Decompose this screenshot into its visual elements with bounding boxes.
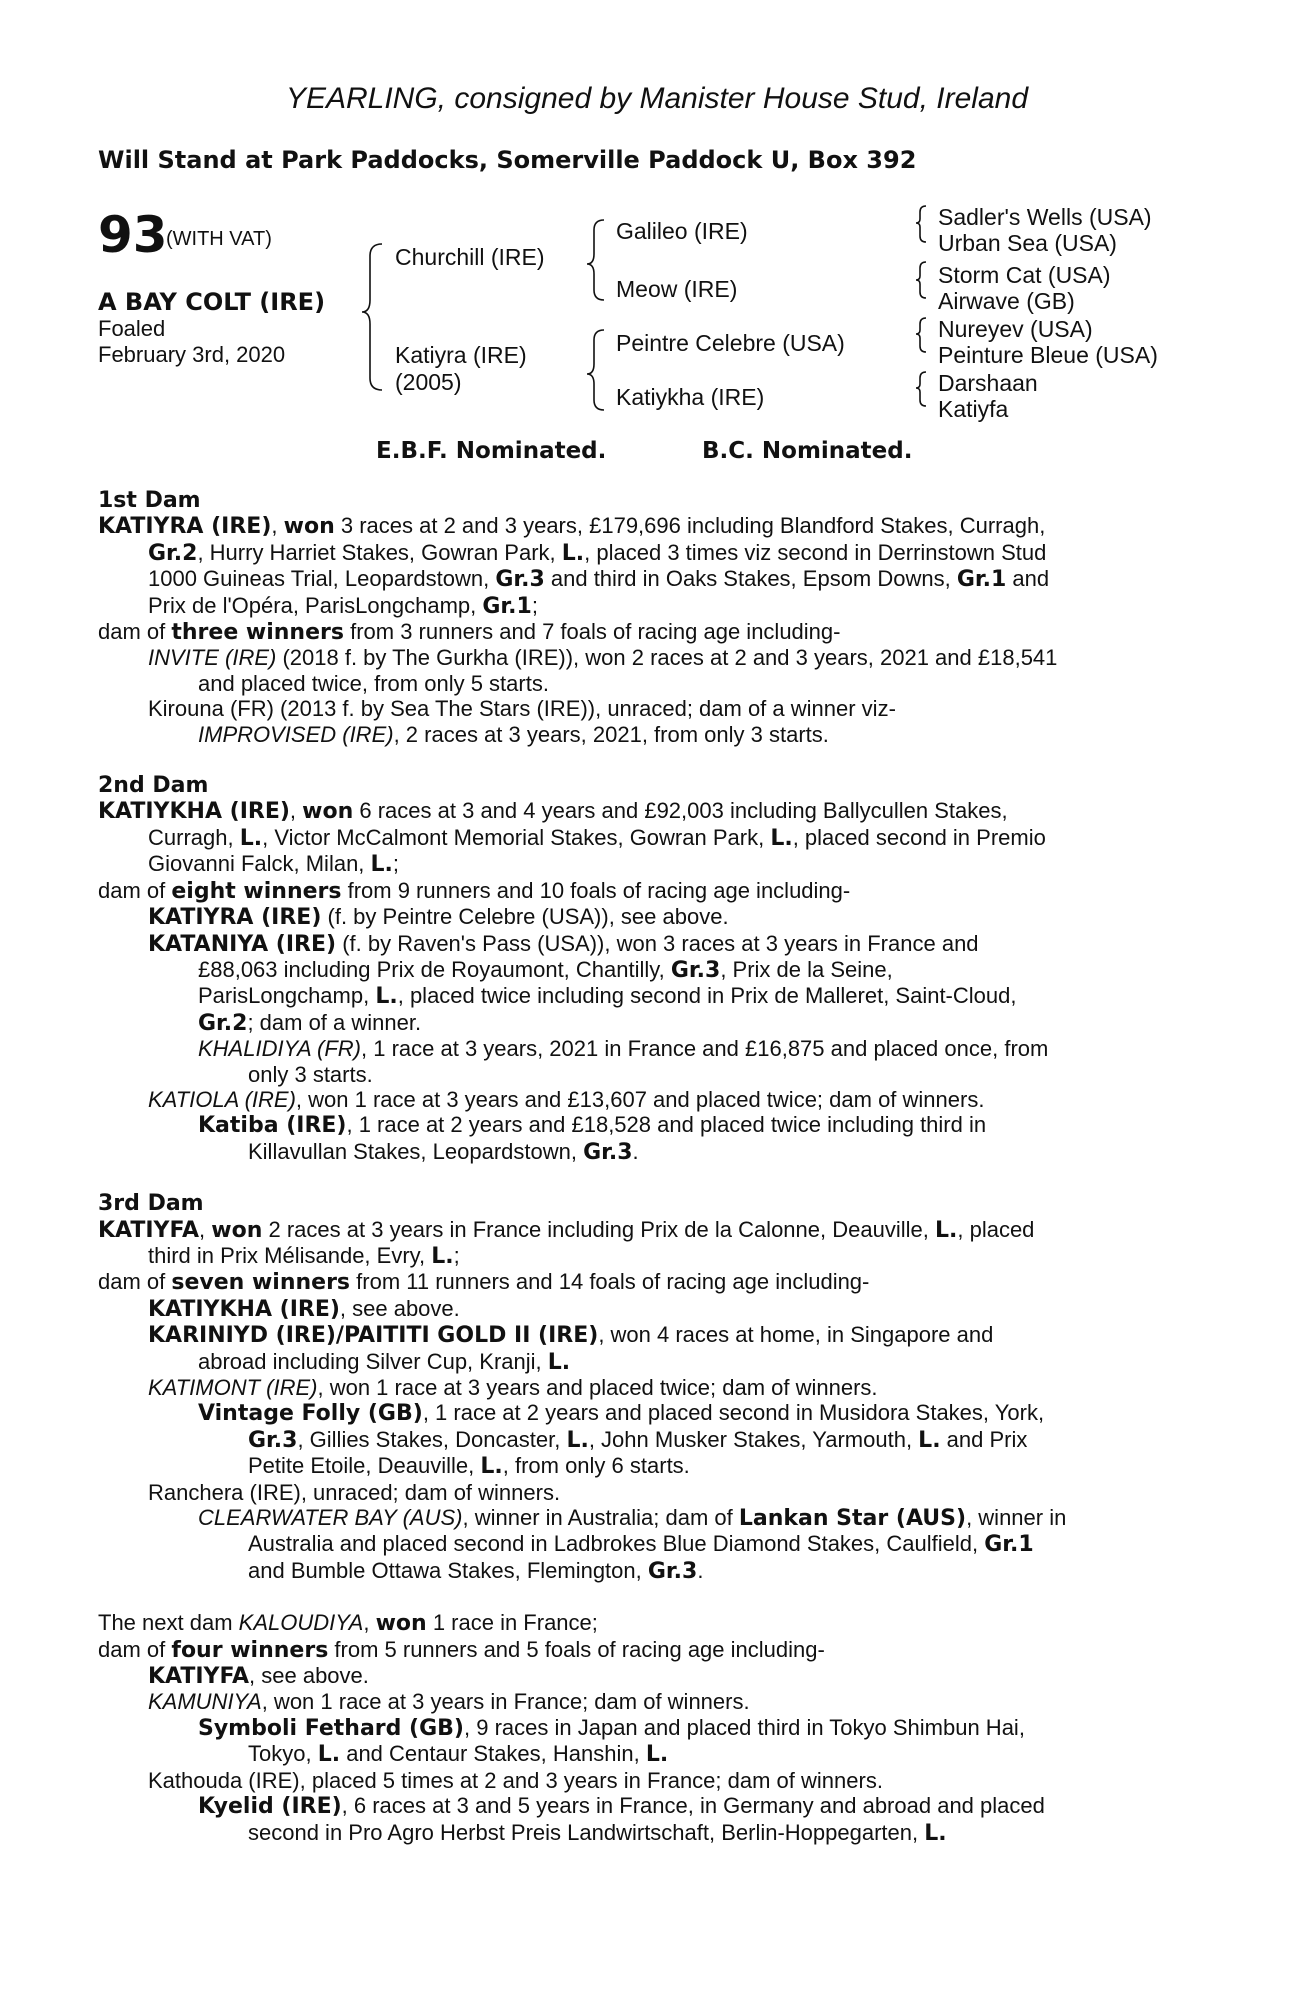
dam2-entry-khalidiya: KHALIDIYA (FR), 1 race at 3 years, 2021 in France and £16,875 and placed once, from: [198, 1036, 1049, 1062]
dam3-entry-ranchera: Ranchera (IRE), unraced; dam of winners.: [148, 1479, 561, 1505]
pedigree-g6: Peinture Bleue (USA): [938, 342, 1158, 368]
dam1-text1: 3 races at 2 and 3 years, £179,696 including Blandford Stakes, Curragh,: [340, 513, 1046, 539]
listed-mark: L.: [561, 540, 585, 566]
pedigree-g4: Airwave (GB): [938, 288, 1075, 314]
lot-number-value: 93: [98, 206, 168, 264]
dam2-entry-katiba-cont: Killavullan Stakes, Leopardstown, Gr.3.: [248, 1138, 639, 1165]
dam3-record: KATIYFA, won 2 races at 3 years in France including Prix de la Calonne, Deauville, L., placed: [98, 1216, 1035, 1243]
bc-nominated: B.C. Nominated.: [702, 438, 913, 464]
dam3-entry-clearwater-bay-cont2: and Bumble Ottawa Stakes, Flemington, Gr.3.: [248, 1557, 704, 1584]
lot-name: A BAY COLT (IRE): [98, 288, 326, 316]
dam3-entry-clearwater-bay: CLEARWATER BAY (AUS), winner in Australia; dam of Lankan Star (AUS), winner in: [198, 1505, 1067, 1532]
dam1-text: Prix de l'Opéra, ParisLongchamp,: [148, 592, 483, 618]
dam1-won: won: [283, 514, 335, 540]
section-heading-3rd-dam: 3rd Dam: [98, 1191, 204, 1217]
next-dam-entry-kyelid: Kyelid (IRE), 6 races at 3 and 5 years in France, in Germany and abroad and placed: [198, 1793, 1045, 1820]
dam2-record-cont2: Giovanni Falck, Milan, L.;: [148, 851, 400, 878]
dam2-entry-kataniya-cont2: ParisLongchamp, L., placed twice including second in Prix de Malleret, Saint-Cloud,: [198, 983, 1017, 1010]
dam3-dam-of: dam of seven winners from 11 runners and 14 foals of racing age including-: [98, 1269, 870, 1296]
dam1-dam-of: dam of three winners from 3 runners and 7 foals of racing age including-: [98, 619, 841, 646]
dam3-entry-kariniyd: KARINIYD (IRE)/PAITITI GOLD II (IRE), won 4 races at home, in Singapore and: [148, 1322, 994, 1349]
dam1-entry-kirouna: Kirouna (FR) (2013 f. by Sea The Stars (IRE)), unraced; dam of a winner viz-: [148, 696, 896, 722]
next-dam-entry-kamuniya: KAMUNIYA, won 1 race at 3 years in France; dam of winners.: [148, 1689, 750, 1715]
dam3-entry-katiykha: KATIYKHA (IRE), see above.: [148, 1295, 460, 1322]
pedigree-g8: Katiyfa: [938, 396, 1009, 422]
dam1-text: , Hurry Harriet Stakes, Gowran Park,: [197, 539, 562, 565]
dam2-entry-khalidiya-cont: only 3 starts.: [248, 1061, 373, 1087]
dam1-text: 1000 Guineas Trial, Leopardstown,: [148, 566, 496, 592]
dam3-entry-vintage-folly-cont: Gr.3, Gillies Stakes, Doncaster, L., John Musker Stakes, Yarmouth, L. and Prix: [248, 1426, 1028, 1453]
page-title: YEARLING, consigned by Manister House Stud, Ireland: [285, 82, 1029, 115]
dam2-entry-katiola: KATIOLA (IRE), won 1 race at 3 years and £13,607 and placed twice; dam of winners.: [148, 1086, 985, 1112]
pedigree-dam: Katiyra (IRE): [395, 342, 527, 368]
pedigree-sire-sire: Galileo (IRE): [616, 218, 748, 244]
dam2-dam-of: dam of eight winners from 9 runners and 10 foals of racing age including-: [98, 877, 851, 904]
foaled-date: February 3rd, 2020: [98, 342, 286, 367]
dam3-entry-katimont: KATIMONT (IRE), won 1 race at 3 years and placed twice; dam of winners.: [148, 1375, 878, 1400]
pedigree-dam-dam: Katiykha (IRE): [616, 384, 765, 410]
ebf-nominated: E.B.F. Nominated.: [376, 438, 607, 464]
grade: Gr.2: [148, 540, 198, 566]
pedigree-dam-sire: Peintre Celebre (USA): [616, 330, 845, 356]
grade: Gr.1: [482, 593, 532, 619]
dam2-record: KATIYKHA (IRE), won 6 races at 3 and 4 years and £92,003 including Ballycullen Stakes,: [98, 798, 1008, 825]
catalogue-body: [98, 488, 1206, 1846]
dam2-entry-kataniya: KATANIYA (IRE) (f. by Raven's Pass (USA)), won 3 races at 3 years in France and: [148, 930, 979, 957]
dam1-text: , placed 3 times viz second in Derrinstown Stud: [584, 539, 1047, 565]
pedigree-g1: Sadler's Wells (USA): [938, 204, 1152, 230]
dam3-entry-kariniyd-cont: abroad including Silver Cup, Kranji, L.: [198, 1348, 571, 1375]
pedigree-g7: Darshaan: [938, 370, 1038, 396]
dam2-entry-kataniya-cont: £88,063 including Prix de Royaumont, Chantilly, Gr.3, Prix de la Seine,: [198, 956, 893, 983]
foaled-label: Foaled: [98, 316, 166, 341]
dam2-entry-katiyra: KATIYRA (IRE) (f. by Peintre Celebre (USA)), see above.: [148, 904, 729, 931]
pedigree-g3: Storm Cat (USA): [938, 262, 1111, 288]
dam2-entry-kataniya-cont3: Gr.2; dam of a winner.: [198, 1009, 422, 1036]
dam1-entry-improvised: IMPROVISED (IRE), 2 races at 3 years, 2021, from only 3 starts.: [198, 721, 829, 747]
pedigree-sire: Churchill (IRE): [395, 244, 545, 270]
section-heading-2nd-dam: 2nd Dam: [98, 773, 209, 799]
dam3-entry-clearwater-bay-cont: Australia and placed second in Ladbrokes Blue Diamond Stakes, Caulfield, Gr.1: [248, 1531, 1034, 1558]
dam2-entry-katiba: Katiba (IRE), 1 race at 2 years and £18,528 and placed twice including third in: [198, 1112, 987, 1139]
dam1-text: ;: [531, 592, 538, 618]
next-dam-record: The next dam KALOUDIYA, won 1 race in France;: [98, 1610, 598, 1637]
dam1-entry-invite: INVITE (IRE) (2018 f. by The Gurkha (IRE)), won 2 races at 2 and 3 years, 2021 and £18,541: [148, 645, 1058, 671]
grade: Gr.3: [495, 567, 545, 593]
next-dam-entry-symboli-fethard-cont: Tokyo, L. and Centaur Stakes, Hanshin, L.: [248, 1741, 669, 1768]
dam1-name: KATIYRA (IRE): [98, 514, 272, 540]
next-dam-dam-of: dam of four winners from 5 runners and 5 foals of racing age including-: [98, 1636, 825, 1663]
next-dam-entry-katiyfa: KATIYFA, see above.: [148, 1663, 369, 1690]
dam1-record: KATIYRA (IRE), won 3 races at 2 and 3 years, £179,696 including Blandford Stakes, Curragh, Gr.2, Hurry Harriet Stakes, Gowran Park, L., placed 3 times viz second in Derrinstown Stud 1000 Guineas Trial, Leopardstown, Gr.3 and third in Oaks Stakes, Epsom Downs, Gr.1 and Prix de l'Opéra, ParisLongchamp, Gr.1;: [98, 513, 1050, 619]
dam2-record-cont: Curragh, L., Victor McCalmont Memorial Stakes, Gowran Park, L., placed second in Premio: [148, 824, 1046, 851]
pedigree-sire-dam: Meow (IRE): [616, 276, 738, 302]
next-dam-entry-kathouda: Kathouda (IRE), placed 5 times at 2 and 3 years in France; dam of winners.: [148, 1767, 883, 1793]
section-heading-1st-dam: 1st Dam: [98, 488, 201, 513]
vat-label: (WITH VAT): [166, 228, 272, 250]
grade: Gr.1: [956, 567, 1007, 593]
dam1-entry-invite-cont: and placed twice, from only 5 starts.: [198, 670, 549, 696]
next-dam-entry-symboli-fethard: Symboli Fethard (GB), 9 races in Japan and placed third in Tokyo Shimbun Hai,: [198, 1714, 1025, 1741]
dam1-text: and third in Oaks Stakes, Epsom Downs,: [544, 566, 957, 592]
next-dam-entry-kyelid-cont: second in Pro Agro Herbst Preis Landwirtschaft, Berlin-Hoppegarten, L.: [248, 1819, 947, 1846]
dam3-record-cont: third in Prix Mélisande, Evry, L.;: [148, 1242, 460, 1269]
pedigree-g2: Urban Sea (USA): [938, 230, 1117, 256]
pedigree-dam-year: (2005): [395, 369, 462, 395]
dam1-text: and: [1006, 566, 1050, 592]
pedigree-g5: Nureyev (USA): [938, 316, 1093, 342]
dam3-entry-vintage-folly-cont2: Petite Etoile, Deauville, L., from only 6 starts.: [248, 1453, 690, 1480]
dam3-entry-vintage-folly: Vintage Folly (GB), 1 race at 2 years and placed second in Musidora Stakes, York,: [198, 1400, 1045, 1427]
stand-location: Will Stand at Park Paddocks, Somerville Paddock U, Box 392: [98, 146, 917, 174]
